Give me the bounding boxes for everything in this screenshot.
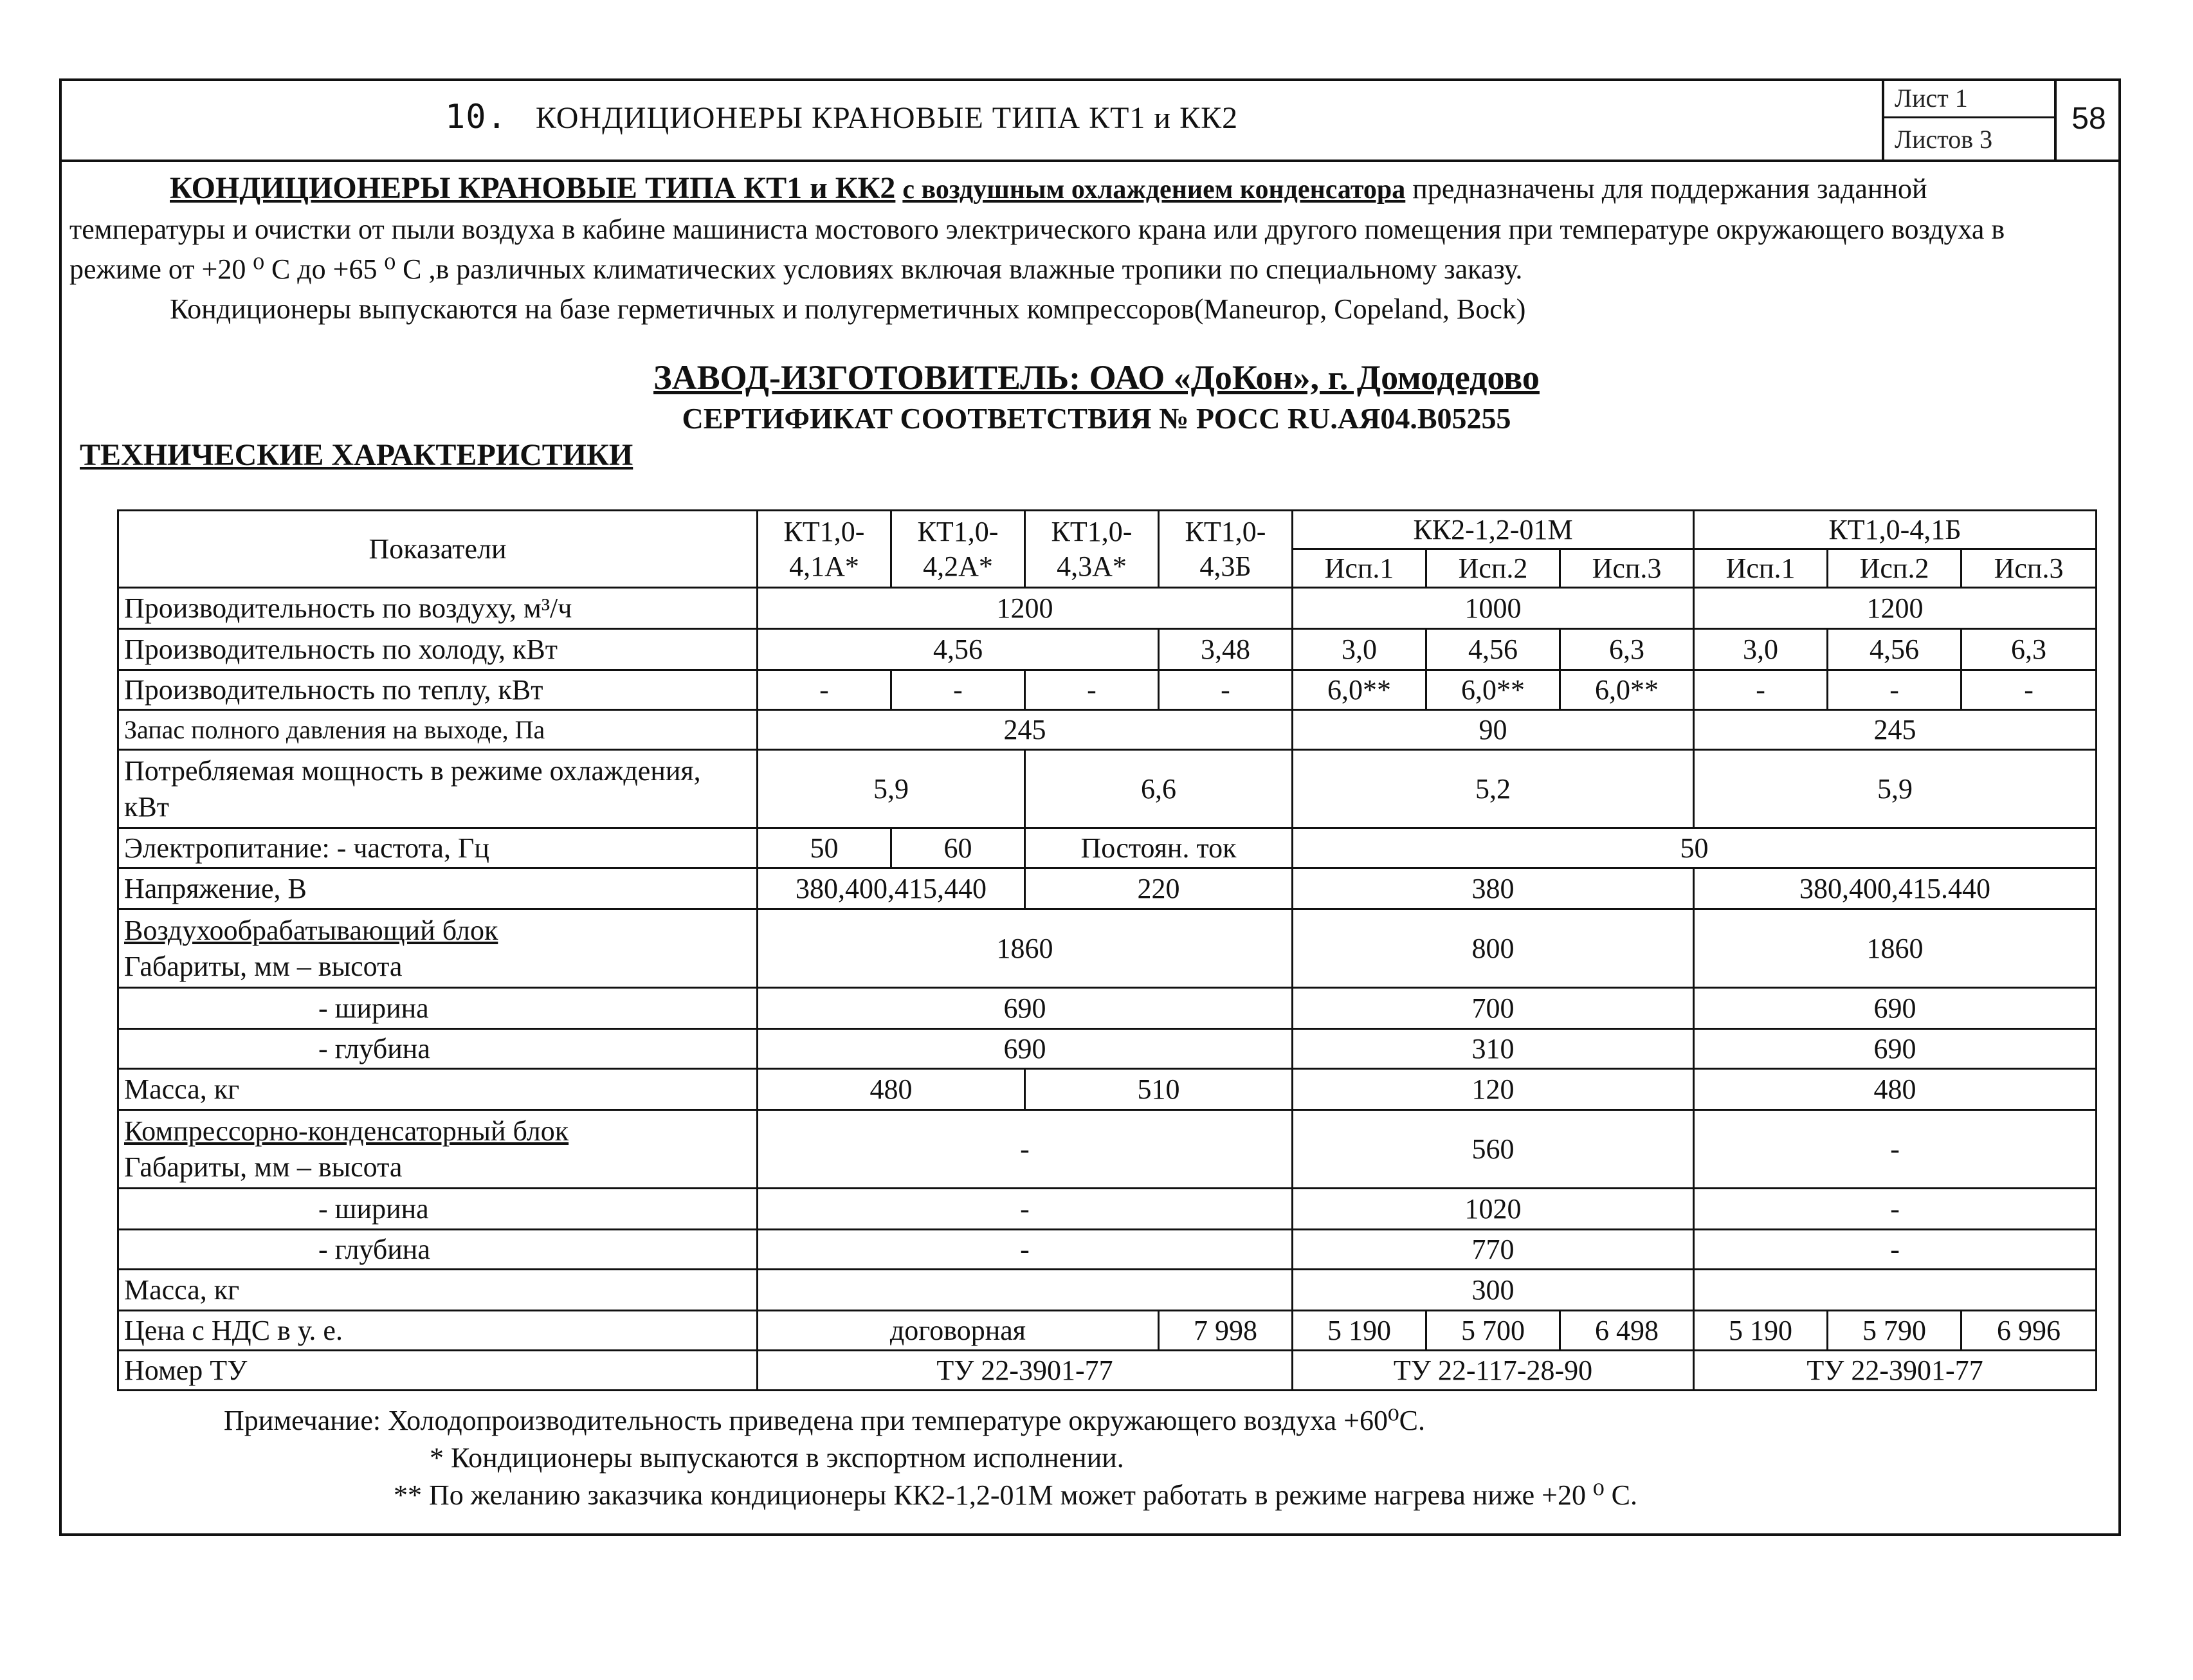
table-cell: 7 998 bbox=[1159, 1311, 1293, 1351]
table-row bbox=[118, 828, 2097, 868]
table-cell: - bbox=[1694, 1110, 2097, 1189]
table-cell: 5,9 bbox=[1694, 750, 2097, 828]
table-cell: 6,3 bbox=[1961, 629, 2097, 670]
table-cell: 5,2 bbox=[1293, 750, 1694, 828]
table-cell: - bbox=[758, 1189, 1293, 1230]
table-cell: 1860 bbox=[758, 909, 1293, 988]
header-kk2-isp2: Исп.2 bbox=[1426, 549, 1560, 588]
table-cell: ТУ 22-3901-77 bbox=[758, 1351, 1293, 1391]
header-kt1-41a: КТ1,0-4,1А* bbox=[758, 511, 891, 588]
table-row bbox=[118, 670, 2097, 710]
lead-title: КОНДИЦИОНЕРЫ КРАНОВЫЕ ТИПА КТ1 и КК2 bbox=[170, 171, 896, 205]
table-cell: 560 bbox=[1293, 1110, 1694, 1189]
header-kk2-isp1: Исп.1 bbox=[1293, 549, 1426, 588]
table-row bbox=[118, 909, 2097, 988]
air-block-height-label: Габариты, мм – высота bbox=[124, 950, 403, 982]
table-row bbox=[118, 1189, 2097, 1230]
header-kt41b-isp2: Исп.2 bbox=[1828, 549, 1961, 588]
header-kk2-isp3: Исп.3 bbox=[1560, 549, 1694, 588]
table-cell: 800 bbox=[1293, 909, 1694, 988]
table-cell: ТУ 22-117-28-90 bbox=[1293, 1351, 1694, 1391]
spec-table bbox=[117, 509, 2097, 1391]
header-kk2: КК2-1,2-01М bbox=[1293, 511, 1694, 549]
table-cell: 1200 bbox=[758, 588, 1293, 629]
header-kt41b-isp3: Исп.3 bbox=[1961, 549, 2097, 588]
air-block-label: Воздухообрабатывающий блок bbox=[124, 914, 498, 946]
section-number: 10. bbox=[445, 98, 507, 136]
row-label: Масса, кг bbox=[118, 1069, 758, 1110]
table-cell: 310 bbox=[1293, 1029, 1694, 1069]
table-cell: 6,0** bbox=[1560, 670, 1694, 710]
row-label: Цена с НДС в у. е. bbox=[118, 1311, 758, 1351]
table-row bbox=[118, 868, 2097, 909]
header-kt1-42a: КТ1,0-4,2А* bbox=[891, 511, 1025, 588]
table-cell: Постоян. ток bbox=[1025, 828, 1293, 868]
table-cell bbox=[758, 1270, 1293, 1311]
table-cell: - bbox=[1025, 670, 1159, 710]
table-cell: 6,0** bbox=[1426, 670, 1560, 710]
table-cell: 4,56 bbox=[1828, 629, 1961, 670]
row-label: Потребляемая мощность в режиме охлаждения, кВт bbox=[118, 750, 758, 828]
table-cell: - bbox=[1961, 670, 2097, 710]
table-cell: 50 bbox=[758, 828, 891, 868]
table-cell: 90 bbox=[1293, 710, 1694, 750]
table-row bbox=[118, 629, 2097, 670]
table-row bbox=[118, 1029, 2097, 1069]
table-cell: 1200 bbox=[1694, 588, 2097, 629]
table-cell: 60 bbox=[891, 828, 1025, 868]
table-cell: 510 bbox=[1025, 1069, 1293, 1110]
table-cell: 5 790 bbox=[1828, 1311, 1961, 1351]
table-cell: 1000 bbox=[1293, 588, 1694, 629]
row-label: Запас полного давления на выходе, Па bbox=[118, 710, 758, 750]
table-cell: - bbox=[1694, 670, 1828, 710]
table-cell: 1860 bbox=[1694, 909, 2097, 988]
table-cell: 6 996 bbox=[1961, 1311, 2097, 1351]
table-cell: 380,400,415.440 bbox=[1694, 868, 2097, 909]
table-row bbox=[118, 710, 2097, 750]
table-cell: 6 498 bbox=[1560, 1311, 1694, 1351]
row-label: - глубина bbox=[118, 1230, 758, 1270]
table-cell: 6,3 bbox=[1560, 629, 1694, 670]
table-cell: 300 bbox=[1293, 1270, 1694, 1311]
table-cell: 50 bbox=[1293, 828, 2097, 868]
row-label: Производительность по холоду, кВт bbox=[118, 629, 758, 670]
table-cell: - bbox=[1828, 670, 1961, 710]
table-cell: 245 bbox=[758, 710, 1293, 750]
intro-paragraph-1 bbox=[69, 169, 2089, 289]
row-label: Производительность по воздуху, м³/ч bbox=[118, 588, 758, 629]
row-label: Электропитание: - частота, Гц bbox=[118, 828, 758, 868]
tech-specs-heading: ТЕХНИЧЕСКИЕ ХАРАКТЕРИСТИКИ bbox=[80, 438, 633, 472]
table-cell: 5,9 bbox=[758, 750, 1025, 828]
table-cell: - bbox=[1694, 1189, 2097, 1230]
compressor-block-label: Компрессорно-конденсаторный блок bbox=[124, 1115, 569, 1147]
row-label: - глубина bbox=[118, 1029, 758, 1069]
table-cell: - bbox=[891, 670, 1025, 710]
table-row bbox=[118, 1069, 2097, 1110]
notes bbox=[224, 1402, 1637, 1514]
row-label bbox=[118, 1110, 758, 1189]
table-cell: 3,0 bbox=[1293, 629, 1426, 670]
table-cell: 380,400,415,440 bbox=[758, 868, 1025, 909]
table-row bbox=[118, 1351, 2097, 1391]
row-label: Производительность по теплу, кВт bbox=[118, 670, 758, 710]
row-label: - ширина bbox=[118, 988, 758, 1029]
table-cell bbox=[1694, 1270, 2097, 1311]
table-cell: 380 bbox=[1293, 868, 1694, 909]
note-1: Примечание: Холодопроизводительность приведена при температуре окружающего воздуха +60⁰С. bbox=[224, 1405, 1425, 1436]
table-row bbox=[118, 1230, 2097, 1270]
table-cell: 5 190 bbox=[1293, 1311, 1426, 1351]
note-2: * Кондиционеры выпускаются в экспортном исполнении. bbox=[430, 1442, 1124, 1474]
compressor-block-height-label: Габариты, мм – высота bbox=[124, 1151, 403, 1183]
header-kt1-41b: КТ1,0-4,1Б bbox=[1694, 511, 2097, 549]
table-cell: - bbox=[758, 1230, 1293, 1270]
table-cell: - bbox=[758, 670, 891, 710]
row-label: Масса, кг bbox=[118, 1270, 758, 1311]
table-row bbox=[118, 988, 2097, 1029]
table-cell: - bbox=[758, 1110, 1293, 1189]
table-cell: 6,6 bbox=[1025, 750, 1293, 828]
table-header-row bbox=[118, 511, 2097, 549]
table-cell: ТУ 22-3901-77 bbox=[1694, 1351, 2097, 1391]
row-label: Номер ТУ bbox=[118, 1351, 758, 1391]
table-cell: 690 bbox=[758, 1029, 1293, 1069]
lead-subtitle: с воздушным охлаждением конденсатора bbox=[902, 175, 1406, 205]
note-3: ** По желанию заказчика кондиционеры КК2-1,2-01М может работать в режиме нагрева ниже +20 ⁰ С. bbox=[394, 1479, 1637, 1511]
sheets-total: Листов 3 bbox=[1895, 125, 1993, 154]
header-kt41b-isp1: Исп.1 bbox=[1694, 549, 1828, 588]
table-cell: 1020 bbox=[1293, 1189, 1694, 1230]
intro-paragraph-2: Кондиционеры выпускаются на базе герметичных и полугерметичных компрессоров(Maneurop, Copeland, Bock) bbox=[170, 293, 1526, 325]
table-cell: 3,48 bbox=[1159, 629, 1293, 670]
table-cell: 480 bbox=[1694, 1069, 2097, 1110]
table-row bbox=[118, 750, 2097, 828]
table-cell: 6,0** bbox=[1293, 670, 1426, 710]
table-cell: 245 bbox=[1694, 710, 2097, 750]
table-cell: - bbox=[1159, 670, 1293, 710]
table-cell: 770 bbox=[1293, 1230, 1694, 1270]
table-row bbox=[118, 1270, 2097, 1311]
row-label: Напряжение, В bbox=[118, 868, 758, 909]
section-title bbox=[445, 98, 1238, 136]
table-cell: 5 190 bbox=[1694, 1311, 1828, 1351]
header-kt1-43b: КТ1,0-4,3Б bbox=[1159, 511, 1293, 588]
table-cell: 120 bbox=[1293, 1069, 1694, 1110]
table-cell: 3,0 bbox=[1694, 629, 1828, 670]
table-cell: договорная bbox=[758, 1311, 1159, 1351]
table-cell: 700 bbox=[1293, 988, 1694, 1029]
sheet-box bbox=[1882, 78, 2057, 160]
table-cell: 690 bbox=[1694, 1029, 2097, 1069]
table-cell: 690 bbox=[758, 988, 1293, 1029]
table-row bbox=[118, 1311, 2097, 1351]
table-cell: 480 bbox=[758, 1069, 1025, 1110]
row-label bbox=[118, 909, 758, 988]
sheet-number: Лист 1 bbox=[1884, 78, 2054, 118]
intro-paragraph-1-rest: предназначены для поддержания заданной температуры и очистки от пыли воздуха в кабине машиниста мостового электрического крана или другого помещения при температуре окружающего воздуха в режиме от +20 ⁰ С до +65 ⁰ С ,в различных климатических условиях включая влажные тропики по специальному заказу. bbox=[69, 173, 2005, 285]
table-cell: - bbox=[1694, 1230, 2097, 1270]
table-cell: 4,56 bbox=[758, 629, 1159, 670]
table-cell: 4,56 bbox=[1426, 629, 1560, 670]
table-row bbox=[118, 588, 2097, 629]
table-cell: 220 bbox=[1025, 868, 1293, 909]
manufacturer-heading: ЗАВОД-ИЗГОТОВИТЕЛЬ: ОАО «ДоКон», г. Домодедово bbox=[653, 358, 1540, 397]
intro-text bbox=[69, 169, 2089, 329]
table-cell: 5 700 bbox=[1426, 1311, 1560, 1351]
section-title-text: КОНДИЦИОНЕРЫ КРАНОВЫЕ ТИПА КТ1 и КК2 bbox=[535, 101, 1239, 135]
row-label: - ширина bbox=[118, 1189, 758, 1230]
page-number: 58 bbox=[2071, 102, 2106, 136]
table-row bbox=[118, 1110, 2097, 1189]
table-cell: 690 bbox=[1694, 988, 2097, 1029]
page-header bbox=[59, 78, 2121, 162]
certificate-heading: СЕРТИФИКАТ СООТВЕТСТВИЯ № РОСС RU.АЯ04.В05255 bbox=[682, 402, 1511, 435]
header-kt1-43a: КТ1,0-4,3А* bbox=[1025, 511, 1159, 588]
header-indicators: Показатели bbox=[118, 511, 758, 588]
